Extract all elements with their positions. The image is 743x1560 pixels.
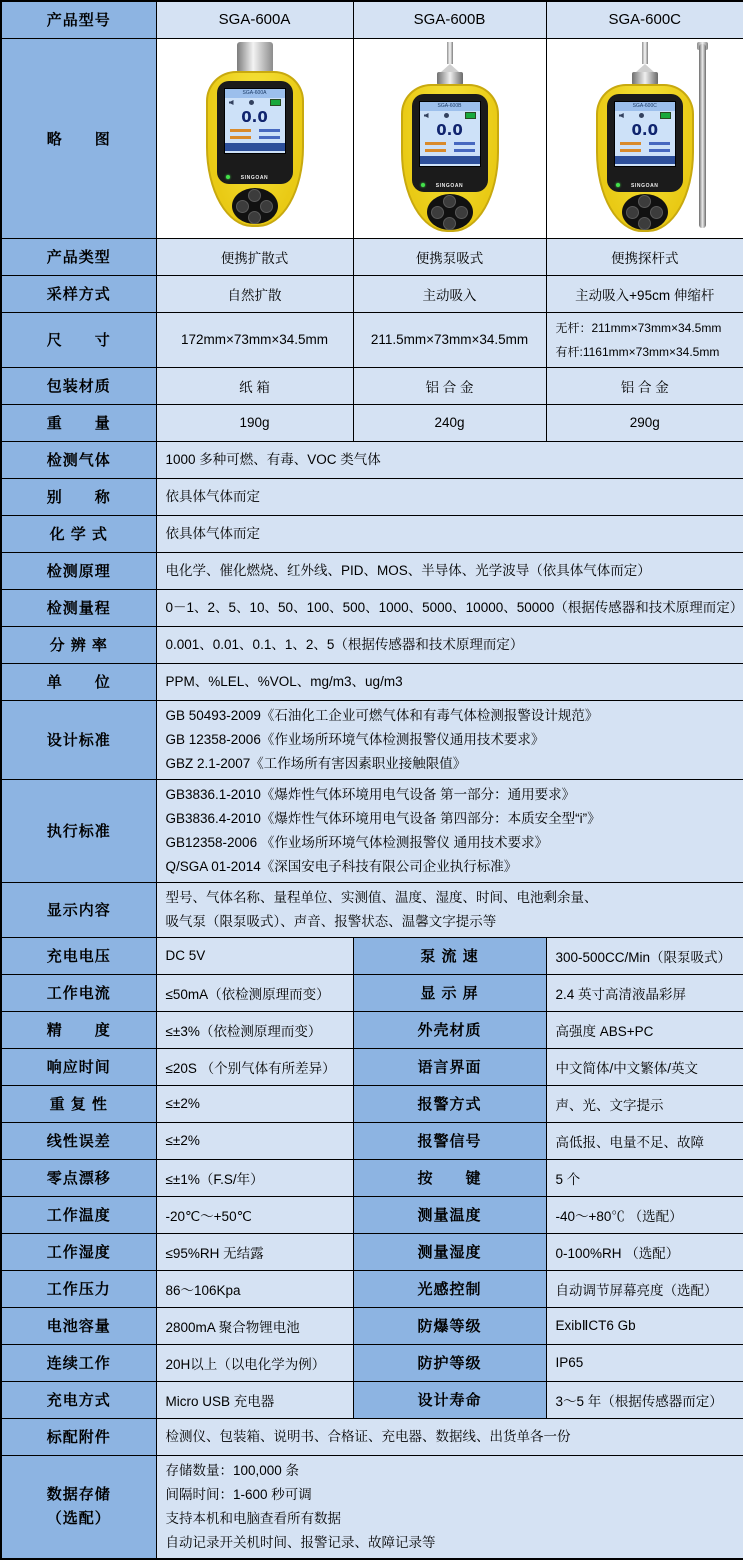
spec-label-cell: 测量湿度 xyxy=(353,1233,546,1270)
spec-label-cell: 设计标准 xyxy=(1,700,156,779)
spec-line: 1000 多种可燃、有毒、VOC 类气体 xyxy=(165,451,381,467)
right-button-icon xyxy=(455,206,468,219)
spec-full-row xyxy=(1,589,743,626)
fan-icon xyxy=(444,113,449,118)
spec-label-cell: 响应时间 xyxy=(1,1048,156,1085)
battery-icon xyxy=(270,99,281,106)
spec-value-cell xyxy=(156,882,743,937)
fan-icon xyxy=(639,113,644,118)
spec-line: 0.001、0.01、0.1、1、2、5（根据传感器和技术原理而定） xyxy=(165,636,524,652)
header-row xyxy=(1,1,743,38)
spec-dual-row xyxy=(1,1270,743,1307)
screen-footer-bar xyxy=(420,156,480,164)
spec-label-cell: 电池容量 xyxy=(1,1307,156,1344)
right-button-icon xyxy=(650,206,663,219)
screen-status-icons xyxy=(615,111,675,120)
speaker-icon xyxy=(229,100,234,105)
spec-line: GBZ 2.1-2007《工作场所有害因素职业接触限值》 xyxy=(165,755,467,771)
menu-button-icon xyxy=(248,189,261,202)
spec-label-cell: 充电方式 xyxy=(1,1381,156,1418)
sketch-cell-sga-600a xyxy=(156,38,353,238)
battery-icon xyxy=(465,112,476,119)
spec-line: 有杆:1161mm×73mm×34.5mm xyxy=(555,344,720,359)
spec-label-cell: 精 度 xyxy=(1,1011,156,1048)
spec-dual-row xyxy=(1,1233,743,1270)
spec-label-cell: 显 示 屏 xyxy=(353,974,546,1011)
sketch-cell-sga-600c xyxy=(546,38,743,238)
left-button-icon xyxy=(626,206,639,219)
spec-full-row xyxy=(1,700,743,779)
spec-line: 无杆：211mm×73mm×34.5mm xyxy=(555,320,722,335)
telescopic-rod xyxy=(699,44,706,228)
spec-value-cell: ExibⅡCT6 Gb xyxy=(546,1307,743,1344)
device-body xyxy=(206,71,304,227)
spec-dual-row xyxy=(1,1196,743,1233)
spec-line: 存储数量：100,000 条 xyxy=(165,1462,300,1478)
spec-value-cell: 3～5 年（根据传感器而定） xyxy=(546,1381,743,1418)
keypad xyxy=(622,194,668,230)
spec-label-cell: 充电电压 xyxy=(1,937,156,974)
spec-dual-row xyxy=(1,1122,743,1159)
menu-button-icon xyxy=(638,195,651,208)
spec-label-cell: 标配附件 xyxy=(1,1418,156,1455)
spec-label-cell: 泵 流 速 xyxy=(353,937,546,974)
spec-line: 依具体气体而定 xyxy=(165,525,260,541)
spec-value-cell: 便携泵吸式 xyxy=(353,238,546,275)
brand-label: SINGOAN xyxy=(630,183,659,189)
screen-reading: 0.0 xyxy=(436,121,463,139)
spec-full-row xyxy=(1,1455,743,1559)
spec-label-cell: 外壳材质 xyxy=(353,1011,546,1048)
spec-line: GB3836.1-2010《爆炸性气体环境用电气设备 第一部分：通用要求》 xyxy=(165,786,576,802)
brand-label: SINGOAN xyxy=(435,183,464,189)
spec-value-cell xyxy=(156,515,743,552)
spec-compare-row xyxy=(1,238,743,275)
spec-value-cell xyxy=(156,589,743,626)
spec-line: 自动记录开关机时间、报警记录、故障记录等 xyxy=(165,1534,436,1550)
device-screen xyxy=(614,101,676,167)
screen-model-text: SGA-600C xyxy=(615,102,675,111)
spec-value-cell: 中文简体/中文繁体/英文 xyxy=(546,1048,743,1085)
spec-label-cell: 工作电流 xyxy=(1,974,156,1011)
spec-line: GB3836.4-2010《爆炸性气体环境用电气设备 第四部分：本质安全型“i”》 xyxy=(165,810,601,826)
spec-value-cell: 190g xyxy=(156,404,353,441)
device-screen xyxy=(419,101,481,167)
spec-value-cell xyxy=(156,1455,743,1559)
pump-probe xyxy=(625,42,665,85)
header-label-cell: 产品型号 xyxy=(1,1,156,38)
spec-dual-row xyxy=(1,937,743,974)
spec-value-cell: ≤95%RH 无结露 xyxy=(156,1233,353,1270)
spec-line: 数据存储 xyxy=(46,1485,111,1503)
spec-value-cell: 0-100%RH （选配） xyxy=(546,1233,743,1270)
spec-label-cell: 按 键 xyxy=(353,1159,546,1196)
spec-line: GB 50493-2009《石油化工企业可燃气体和有毒气体检测报警设计规范》 xyxy=(165,707,599,723)
battery-icon xyxy=(660,112,671,119)
spec-label-cell: 化 学 式 xyxy=(1,515,156,552)
probe-cone xyxy=(441,64,459,72)
spec-full-row xyxy=(1,515,743,552)
spec-compare-row xyxy=(1,367,743,404)
probe-rod xyxy=(447,42,453,64)
spec-dual-row xyxy=(1,1159,743,1196)
spec-label-cell: 检测气体 xyxy=(1,441,156,478)
spec-value-cell: ≤±3%（依检测原理而变） xyxy=(156,1011,353,1048)
spec-label-cell: 显示内容 xyxy=(1,882,156,937)
enter-button-icon xyxy=(638,217,651,230)
spec-value-cell: DC 5V xyxy=(156,937,353,974)
screen-status-icons xyxy=(225,98,285,107)
spec-label-cell: 重 量 xyxy=(1,404,156,441)
sketch-label-cell: 略 图 xyxy=(1,38,156,238)
spec-value-cell: 高强度 ABS+PC xyxy=(546,1011,743,1048)
spec-line: PPM、%LEL、%VOL、mg/m3、ug/m3 xyxy=(165,673,403,689)
spec-value-cell xyxy=(156,700,743,779)
spec-value-cell: 便携探杆式 xyxy=(546,238,743,275)
spec-dual-row xyxy=(1,974,743,1011)
keypad xyxy=(427,194,473,230)
sketch-row xyxy=(1,38,743,238)
device-screen xyxy=(224,88,286,154)
spec-full-row xyxy=(1,882,743,937)
spec-label-cell: 线性误差 xyxy=(1,1122,156,1159)
spec-full-row xyxy=(1,552,743,589)
probe-cone xyxy=(636,64,654,72)
spec-value-cell xyxy=(156,1418,743,1455)
spec-label-cell: 检测量程 xyxy=(1,589,156,626)
device-body xyxy=(596,84,694,232)
spec-value-cell xyxy=(546,312,743,367)
spec-line: （选配） xyxy=(46,1509,111,1527)
spec-value-cell: 自然扩散 xyxy=(156,275,353,312)
spec-label-cell: 工作温度 xyxy=(1,1196,156,1233)
left-button-icon xyxy=(236,200,249,213)
screen-model-text: SGA-600B xyxy=(420,102,480,111)
spec-label-cell: 检测原理 xyxy=(1,552,156,589)
fan-icon xyxy=(249,100,254,105)
spec-label-cell: 分 辨 率 xyxy=(1,626,156,663)
spec-dual-row xyxy=(1,1381,743,1418)
spec-value-cell: 172mm×73mm×34.5mm xyxy=(156,312,353,367)
spec-value-cell: 20H以上（以电化学为例） xyxy=(156,1344,353,1381)
device-image-sga-600b xyxy=(384,42,516,234)
spec-label-cell: 测量温度 xyxy=(353,1196,546,1233)
spec-line: 检测仪、包装箱、说明书、合格证、充电器、数据线、出货单各一份 xyxy=(165,1428,571,1444)
device-front-panel xyxy=(412,94,488,192)
spec-label-cell: 采样方式 xyxy=(1,275,156,312)
spec-line: 型号、气体名称、量程单位、实测值、温度、湿度、时间、电池剩余量、 xyxy=(165,889,598,905)
spec-full-row xyxy=(1,626,743,663)
spec-label-cell: 报警方式 xyxy=(353,1085,546,1122)
sketch-cell-sga-600b xyxy=(353,38,546,238)
spec-dual-row xyxy=(1,1011,743,1048)
spec-label-cell: 光感控制 xyxy=(353,1270,546,1307)
device-front-panel xyxy=(607,94,683,192)
spec-value-cell: -20℃～+50℃ xyxy=(156,1196,353,1233)
spec-compare-row xyxy=(1,404,743,441)
spec-label-cell: 语言界面 xyxy=(353,1048,546,1085)
spec-value-cell xyxy=(156,626,743,663)
speaker-icon xyxy=(619,113,624,118)
spec-value-cell xyxy=(156,552,743,589)
screen-reading: 0.0 xyxy=(241,108,268,126)
screen-footer-bar xyxy=(225,143,285,151)
spec-compare-row xyxy=(1,275,743,312)
spec-label-cell: 重 复 性 xyxy=(1,1085,156,1122)
model-cell-c: SGA-600C xyxy=(546,1,743,38)
device-image-sga-600a xyxy=(189,42,321,234)
spec-value-cell: 便携扩散式 xyxy=(156,238,353,275)
spec-dual-row xyxy=(1,1307,743,1344)
spec-dual-row xyxy=(1,1085,743,1122)
spec-full-row xyxy=(1,1418,743,1455)
spec-value-cell: 高低报、电量不足、故障 xyxy=(546,1122,743,1159)
spec-value-cell: 211.5mm×73mm×34.5mm xyxy=(353,312,546,367)
spec-value-cell: Micro USB 充电器 xyxy=(156,1381,353,1418)
screen-info-rows xyxy=(615,140,675,152)
spec-label-cell: 报警信号 xyxy=(353,1122,546,1159)
spec-value-cell: 300-500CC/Min（限泵吸式） xyxy=(546,937,743,974)
speaker-icon xyxy=(424,113,429,118)
spec-line: 0－1、2、5、10、50、100、500、1000、5000、10000、50000（根据传感器和技术原理而定） xyxy=(165,599,743,615)
spec-value-cell: 声、光、文字提示 xyxy=(546,1085,743,1122)
right-button-icon xyxy=(260,200,273,213)
screen-reading: 0.0 xyxy=(631,121,659,139)
spec-dual-row xyxy=(1,1048,743,1085)
model-cell-b: SGA-600B xyxy=(353,1,546,38)
spec-value-cell: 主动吸入+95cm 伸缩杆 xyxy=(546,275,743,312)
spec-full-row xyxy=(1,779,743,882)
spec-value-cell: ≤±2% xyxy=(156,1085,353,1122)
spec-label-cell: 连续工作 xyxy=(1,1344,156,1381)
spec-value-cell: ≤±2% xyxy=(156,1122,353,1159)
device-body xyxy=(401,84,499,232)
spec-label-cell: 防护等级 xyxy=(353,1344,546,1381)
spec-value-cell xyxy=(156,478,743,515)
spec-value-cell: 铝 合 金 xyxy=(546,367,743,404)
keypad xyxy=(232,188,278,224)
spec-label-cell: 防爆等级 xyxy=(353,1307,546,1344)
device-front-panel xyxy=(217,81,293,184)
spec-line: GB 12358-2006《作业场所环境气体检测报警仪通用技术要求》 xyxy=(165,731,545,747)
spec-value-cell xyxy=(156,779,743,882)
spec-compare-row xyxy=(1,312,743,367)
spec-value-cell: ≤±1%（F.S/年） xyxy=(156,1159,353,1196)
screen-info-rows xyxy=(225,127,285,139)
spec-full-row xyxy=(1,663,743,700)
spec-label-cell: 工作湿度 xyxy=(1,1233,156,1270)
spec-line: 支持本机和电脑查看所有数据 xyxy=(165,1510,341,1526)
pump-probe xyxy=(430,42,470,85)
spec-value-cell: 主动吸入 xyxy=(353,275,546,312)
enter-button-icon xyxy=(248,211,261,224)
spec-full-row xyxy=(1,441,743,478)
screen-model-text: SGA-600A xyxy=(225,89,285,98)
spec-value-cell: ≤20S （个别气体有所差异） xyxy=(156,1048,353,1085)
spec-label-cell: 包装材质 xyxy=(1,367,156,404)
screen-footer-bar xyxy=(615,156,675,164)
spec-value-cell: ≤50mA（依检测原理而变） xyxy=(156,974,353,1011)
spec-line: 依具体气体而定 xyxy=(165,488,260,504)
spec-line: 间隔时间：1-600 秒可调 xyxy=(165,1486,312,1502)
spec-value-cell: 铝 合 金 xyxy=(353,367,546,404)
left-button-icon xyxy=(431,206,444,219)
spec-value-cell xyxy=(156,663,743,700)
probe-rod xyxy=(642,42,648,64)
screen-status-icons xyxy=(420,111,480,120)
spec-value-cell: 86～106Kpa xyxy=(156,1270,353,1307)
spec-value-cell: -40～+80℃ （选配） xyxy=(546,1196,743,1233)
spec-label-cell: 尺 寸 xyxy=(1,312,156,367)
enter-button-icon xyxy=(443,217,456,230)
spec-value-cell: IP65 xyxy=(546,1344,743,1381)
brand-label: SINGOAN xyxy=(240,175,269,181)
sensor-cap xyxy=(237,42,273,72)
spec-value-cell: 2800mA 聚合物锂电池 xyxy=(156,1307,353,1344)
screen-info-rows xyxy=(420,140,480,152)
spec-dual-row xyxy=(1,1344,743,1381)
spec-value-cell: 5 个 xyxy=(546,1159,743,1196)
spec-label-cell: 零点漂移 xyxy=(1,1159,156,1196)
spec-value-cell: 2.4 英寸高清液晶彩屏 xyxy=(546,974,743,1011)
spec-value-cell: 自动调节屏幕亮度（选配） xyxy=(546,1270,743,1307)
spec-label-cell: 设计寿命 xyxy=(353,1381,546,1418)
spec-line: 吸气泵（限泵吸式）、声音、报警状态、温馨文字提示等 xyxy=(165,913,497,929)
spec-value-cell: 纸 箱 xyxy=(156,367,353,404)
model-cell-a: SGA-600A xyxy=(156,1,353,38)
spec-line: GB12358-2006 《作业场所环境气体检测报警仪 通用技术要求》 xyxy=(165,834,549,850)
spec-label-cell: 别 称 xyxy=(1,478,156,515)
spec-label-cell: 执行标准 xyxy=(1,779,156,882)
spec-full-row xyxy=(1,478,743,515)
spec-label-cell: 产品类型 xyxy=(1,238,156,275)
spec-label-cell xyxy=(1,1455,156,1559)
spec-label-cell: 单 位 xyxy=(1,663,156,700)
menu-button-icon xyxy=(443,195,456,208)
spec-label-cell: 工作压力 xyxy=(1,1270,156,1307)
spec-value-cell: 240g xyxy=(353,404,546,441)
spec-value-cell: 290g xyxy=(546,404,743,441)
spec-line: Q/SGA 01-2014《深国安电子科技有限公司企业执行标准》 xyxy=(165,858,518,874)
spec-value-cell xyxy=(156,441,743,478)
device-image-sga-600c xyxy=(579,42,711,234)
spec-line: 电化学、催化燃烧、红外线、PID、MOS、半导体、光学波导（依具体气体而定） xyxy=(165,562,651,578)
